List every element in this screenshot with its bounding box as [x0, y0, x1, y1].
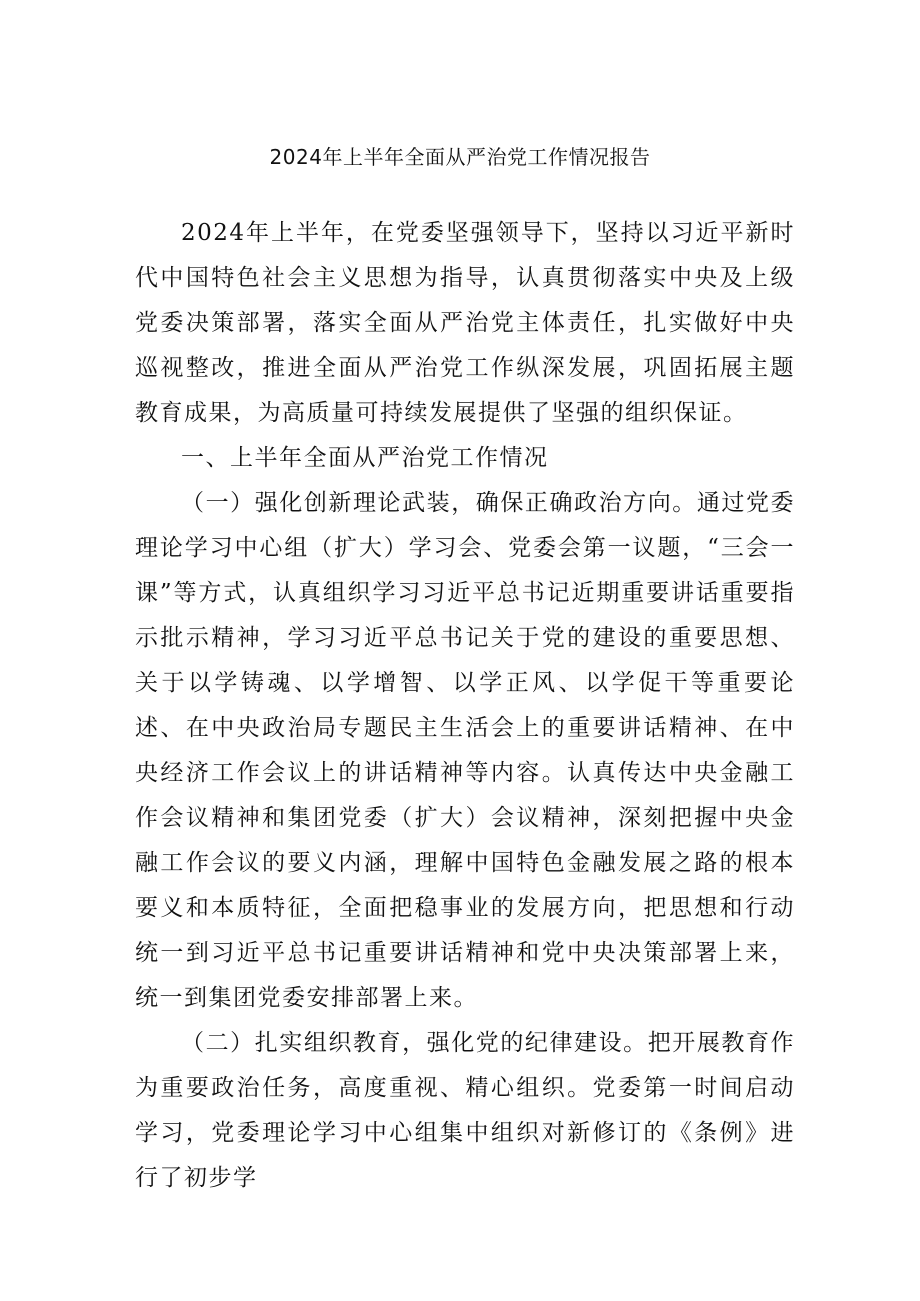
- intro-paragraph: 2024年上半年，在党委坚强领导下，坚持以习近平新时代中国特色社会主义思想为指导，认真贯彻落实中央及上级党委决策部署，落实全面从严治党主体责任，扎实做好中央巡视整改，推进全面从严治党工作纵深发展，巩固拓展主题教育成果，为高质量可持续发展提供了坚强的组织保证。: [135, 220, 795, 426]
- section-heading-1: 一、上半年全面从严治党工作情况: [181, 445, 549, 471]
- document-title: 2024年上半年全面从严治党工作情况报告: [269, 145, 651, 169]
- item-2-paragraph: （二）扎实组织教育，强化党的纪律建设。把开展教育作为重要政治任务，高度重视、精心组织。党委第一时间启动学习，党委理论学习中心组集中组织对新修订的《条例》进行了初步学: [135, 1030, 795, 1191]
- item-1-paragraph: （一）强化创新理论武装，确保正确政治方向。通过党委理论学习中心组（扩大）学习会、党委会第一议题，“三会一课”等方式，认真组织学习习近平总书记近期重要讲话重要指示批示精神，学习习近平总书记关于党的建设的重要思想、关于以学铸魂、以学增智、以学正风、以学促干等重要论述、在中央政治局专题民主生活会上的重要讲话精神、在中央经济工作会议上的讲话精神等内容。认真传达中央金融工作会议精神和集团党委（扩大）会议精神，深刻把握中央金融工作会议的要义内涵，理解中国特色金融发展之路的根本要义和本质特征，全面把稳事业的发展方向，把思想和行动统一到习近平总书记重要讲话精神和党中央决策部署上来，统一到集团党委安排部署上来。: [135, 490, 795, 1011]
- document-body: [135, 211, 795, 1201]
